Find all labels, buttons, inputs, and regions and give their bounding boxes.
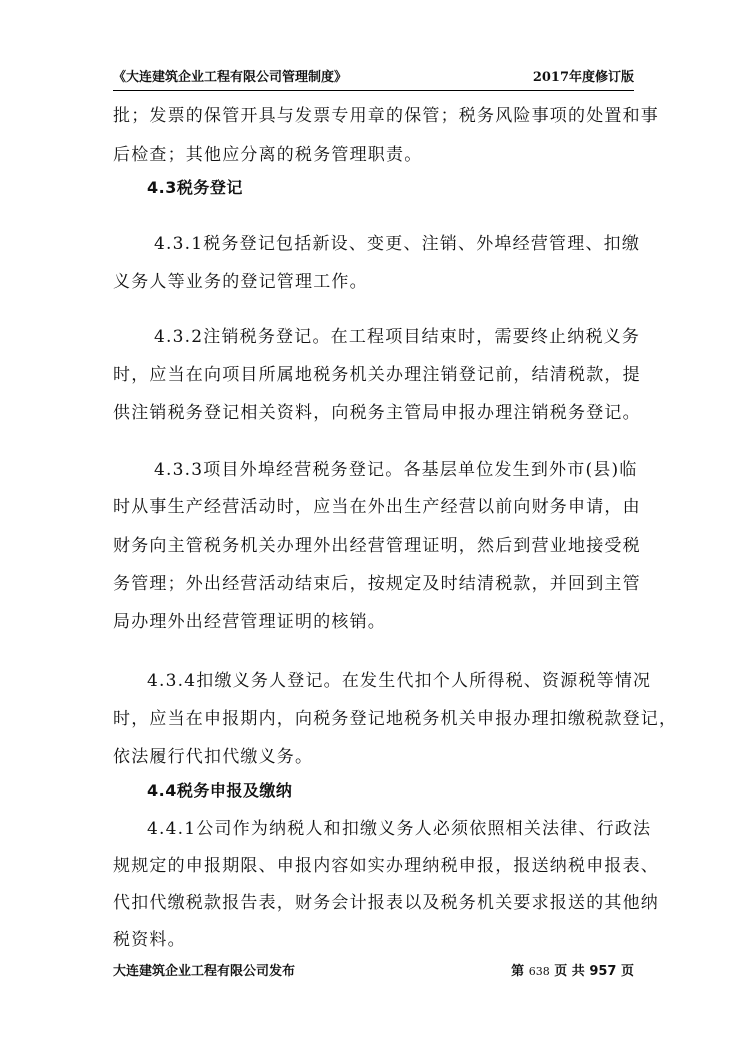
text-line: 4.3.3项目外埠经营税务登记。各基层单位发生到外市(县)临 xyxy=(154,460,638,480)
page-suffix: 页 xyxy=(620,964,634,979)
footer-publisher: 大连建筑企业工程有限公司发布 xyxy=(113,964,296,979)
text-line: 后检查；其他应分离的税务管理职责。 xyxy=(113,145,423,165)
page-footer xyxy=(113,960,634,982)
text-line: 务管理；外出经营活动结束后，按规定及时结清税款，并回到主管 xyxy=(113,574,641,594)
text-line: 时，应当在向项目所属地税务机关办理注销登记前，结清税款，提 xyxy=(113,365,641,385)
text-line: 4.3.2注销税务登记。在工程项目结束时，需要终止纳税义务 xyxy=(154,327,641,347)
section-heading-4-4: 4.4税务申报及缴纳 xyxy=(147,781,293,800)
text-line: 财务向主管税务机关办理外出经营管理证明，然后到营业地接受税 xyxy=(113,536,641,556)
text-line: 税资料。 xyxy=(113,930,186,950)
text-line: 4.3.1税务登记包括新设、变更、注销、外埠经营管理、扣缴 xyxy=(154,234,641,254)
page-counter xyxy=(511,960,634,979)
text-line: 时，应当在申报期内，向税务登记地税务机关申报办理扣缴税款登记， xyxy=(113,709,678,729)
page-total: 957 xyxy=(589,964,617,979)
header-rule xyxy=(113,90,634,91)
text-line: 局办理外出经营管理证明的核销。 xyxy=(113,612,386,632)
text-line: 4.3.4扣缴义务人登记。在发生代扣个人所得税、资源税等情况 xyxy=(147,671,652,691)
text-line: 规规定的申报期限、申报内容如实办理纳税申报，报送纳税申报表、 xyxy=(113,856,659,876)
text-line: 义务人等业务的登记管理工作。 xyxy=(113,272,368,292)
text-line: 供注销税务登记相关资料，向税务主管局申报办理注销税务登记。 xyxy=(113,403,641,423)
page-mid: 页 共 xyxy=(554,964,585,979)
text-line: 批；发票的保管开具与发票专用章的保管；税务风险事项的处置和事 xyxy=(113,106,659,126)
text-line: 依法履行代扣代缴义务。 xyxy=(113,747,314,767)
text-line: 代扣代缴税款报告表，财务会计报表以及税务机关要求报送的其他纳 xyxy=(113,893,659,913)
page-header xyxy=(113,66,634,88)
text-line: 时从事生产经营活动时，应当在外出生产经营以前向财务申请，由 xyxy=(113,497,641,517)
header-edition: 2017年度修订版 xyxy=(532,70,634,85)
section-heading-4-3: 4.3税务登记 xyxy=(147,178,243,197)
text-line: 4.4.1公司作为纳税人和扣缴义务人必须依照相关法律、行政法 xyxy=(147,819,652,839)
page-number: 638 xyxy=(528,965,550,978)
header-title: 《大连建筑企业工程有限公司管理制度》 xyxy=(113,70,348,85)
page-prefix: 第 xyxy=(511,964,525,979)
